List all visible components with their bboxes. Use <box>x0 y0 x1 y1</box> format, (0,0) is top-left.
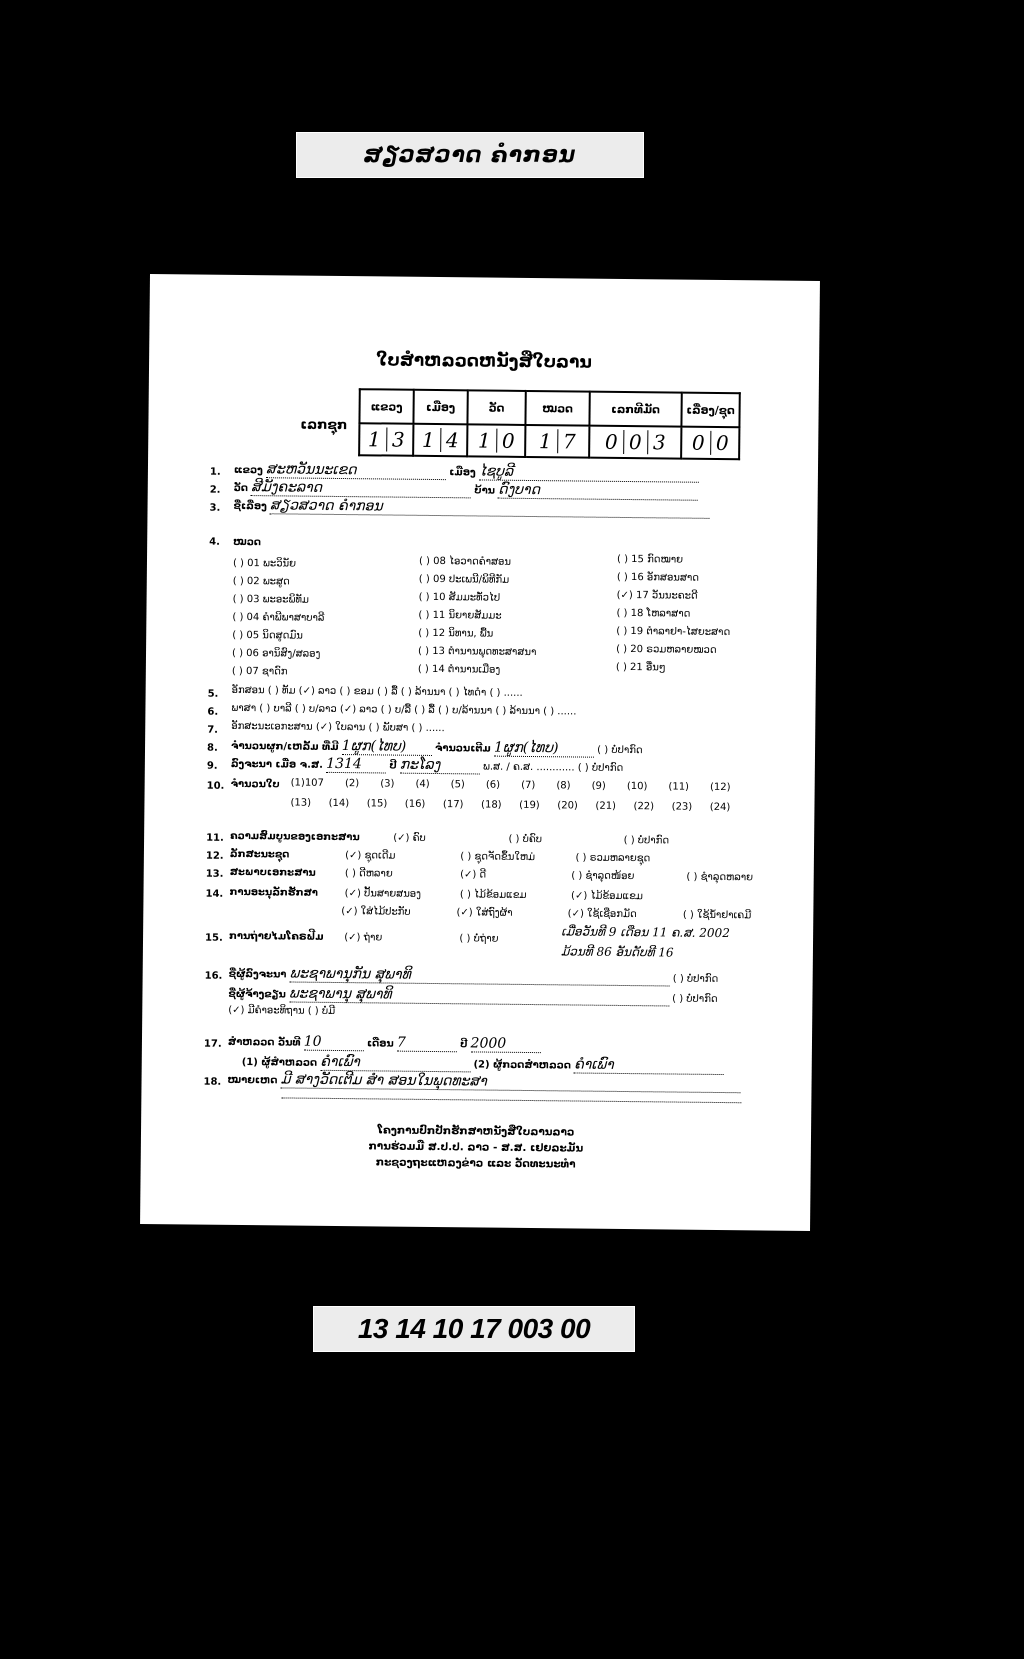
footer-line: ກະຊວງຖະແຫລງຂ່າວ ແລະ ວັດທະນະທໍາ <box>375 1156 576 1171</box>
field-label: ສະພາບເອກະສານ <box>229 866 316 879</box>
option: (✓) ໃສ່ຖົງຜ້າ <box>456 907 513 919</box>
leaf-count-cell: (1)107 <box>290 777 324 789</box>
option: (✓) ໄມ້ຂ້ອມແຂມ <box>571 890 644 903</box>
item-number: 3. <box>209 502 221 514</box>
footer-line: ການຮ່ວມມື ສ.ປ.ປ. ລາວ - ສ.ສ. ເຢຍລະມັນ <box>368 1140 584 1155</box>
field-label: ໝາຍເຫດ <box>227 1074 278 1087</box>
option: (✓) ຄົບ <box>393 832 426 844</box>
fascicles-full-value: 1ຜູກ(ໄທບ) <box>494 740 594 758</box>
leaf-count-cell: (9) <box>591 780 606 792</box>
leaf-count-cell: (23) <box>671 801 693 813</box>
temple-value: ສີມັງຄະລາດ <box>251 479 471 498</box>
code-digit: 3 <box>386 427 410 451</box>
leaf-count-cell: (5) <box>450 779 465 791</box>
field-set-type <box>230 849 650 864</box>
category-option: ( ) 09 ປະເພນີ/ພິທີກັມ <box>418 573 510 586</box>
surveyor-value: ຄໍາເພົາ <box>320 1054 470 1073</box>
option: ( ) ຊໍາລຸດໜ້ອຍ <box>571 870 635 883</box>
form-footer <box>141 1120 811 1175</box>
leaf-count-cell: (15) <box>366 798 388 810</box>
leaf-count-cell: (18) <box>481 799 502 811</box>
category-option: ( ) 11 ນິຍາຍສັມມະ <box>418 609 502 622</box>
item-number: 15. <box>204 932 223 944</box>
option: (✓) ຊຸດເດີມ <box>345 850 396 862</box>
fascicles-value: 1ຜູກ(ໄທບ) <box>342 738 432 756</box>
field-scribe <box>229 965 719 987</box>
not-shown-option: ( ) ບໍ່ປາກົດ <box>597 744 643 757</box>
option: ( ) ດີຫລາຍ <box>344 868 393 880</box>
sponsor-value: ພະຊາພານຸ ສຸພາທິ <box>289 985 669 1006</box>
field-label: ຊື່ຜູ້ລົງຈະນາ <box>228 968 287 981</box>
code-header-cell: ເມືອງ <box>413 390 467 425</box>
leaf-count-cell: (17) <box>442 799 464 811</box>
era-option: ພ.ສ. / ຄ.ສ. ............ ( ) ບໍ່ປາກົດ <box>482 761 624 774</box>
code-digit: 0 <box>710 431 734 455</box>
leaf-count-cell: (4) <box>415 778 430 790</box>
province-value: ສະຫວັນນະເຂດ <box>266 461 446 480</box>
code-digit: 3 <box>647 430 671 454</box>
code-digit: 0 <box>604 429 618 454</box>
option: ( ) ບໍ່ຄົບ <box>508 833 543 846</box>
code-label: ເລກຊຸກ <box>300 417 348 434</box>
field-label: ບ້ານ <box>474 485 496 497</box>
field-label: ໝວດ <box>233 536 262 549</box>
item-number: 12. <box>205 850 224 862</box>
category-option: ( ) 10 ສັມມະທັ່ວໄປ <box>418 591 501 604</box>
leaf-count-cell: (2) <box>344 778 360 790</box>
leaf-count-cell: (7) <box>521 779 536 792</box>
option: ( ) ຊໍາລຸດຫລາຍ <box>686 871 754 884</box>
option: (✓) ໃຊ້ເຊືອກມັດ <box>567 908 637 921</box>
field-label: (1) ຜູ້ສໍາຫລວດ <box>241 1057 318 1069</box>
item-number: 18. <box>203 1076 222 1088</box>
not-shown-option: ( ) ບໍ່ປາກົດ <box>672 973 719 985</box>
reel-code-label: 13 14 10 17 003 00 <box>313 1306 635 1352</box>
option: (✓) ໃສ່ໄມ້ປະກັບ <box>341 906 411 918</box>
code-header-row <box>359 389 739 427</box>
microfilm-reel: ມ້ວນທີ 86 ອັນດັບທີ 16 <box>560 944 674 960</box>
survey-form-sheet <box>140 274 820 1231</box>
category-option: ( ) 07 ຊາດົກ <box>231 665 288 678</box>
field-condition <box>230 867 753 883</box>
option: ( ) ໄມ້ຂ້ອມແຂມ <box>459 889 527 901</box>
field-label: ການຖ່າຍໄມໂຄຣຟີມ <box>229 930 324 943</box>
option: (✓) ປັ້ນສາຍສນອງ <box>344 888 422 900</box>
category-option: ( ) 01 ພະວິນັຍ <box>232 557 297 570</box>
form-title: ໃບສໍາຫລວດຫນັງສືໃບລານ <box>376 350 592 373</box>
category-option: ( ) 21 ອື່ນໆ <box>615 661 666 674</box>
field-label: ການອະນຸລັກຮັກສາ <box>229 886 319 899</box>
footer-line: ໂຄງການປົກປັກຮັກສາຫນັງສືໃບລານລາວ <box>377 1124 575 1139</box>
field-label: ຄວາມສົມບູນຂອງເອກະສານ <box>230 830 360 844</box>
item-number: 4. <box>209 536 221 548</box>
leaf-count-cell: (22) <box>633 801 655 813</box>
microfilm-date: ເມື່ອວັນທີ 9 ເດືອນ 11 ຄ.ສ. 2002 <box>561 924 730 941</box>
leaf-count-cell: (13) <box>290 797 312 809</box>
option: ( ) ບໍ່ປາກົດ <box>623 834 670 847</box>
item-number: 16. <box>204 970 223 982</box>
code-digit-cell <box>467 424 525 457</box>
field-prayer: (✓) ມີຄໍາອະທິຖານ ( ) ບໍ່ມີ <box>228 1004 336 1017</box>
leaf-count-cell: (11) <box>668 781 690 793</box>
item-number: 1. <box>209 466 221 478</box>
code-digit-cell <box>413 424 467 457</box>
survey-month: 7 <box>397 1035 457 1053</box>
leaf-count-cell: (6) <box>485 779 501 791</box>
option: ( ) ຣວມຫລາຍຊຸດ <box>575 852 651 865</box>
field-label: ສໍາຫລວດ ວັນທີ <box>227 1036 301 1049</box>
field-label: ຈໍານວນເຕີມ <box>434 743 491 755</box>
code-digit: 1 <box>367 427 381 452</box>
scribe-value: ພະຊາພານຸກັນ ສຸພາທິ <box>290 966 670 987</box>
leaf-count-cell: (19) <box>519 799 540 812</box>
code-digit: 7 <box>557 429 581 453</box>
field-label: ແຂວງ <box>233 464 263 477</box>
category-col-1 <box>232 555 325 682</box>
field-completeness <box>230 831 669 847</box>
leaf-count-cell: (16) <box>404 798 426 810</box>
leaf-count-row-2 <box>290 798 730 814</box>
category-col-2 <box>418 553 538 680</box>
code-digit: 1 <box>538 429 552 454</box>
item-number: 6. <box>207 706 219 718</box>
option: ( ) ໃຊ້ນໍ້າຢາເຄມີ <box>682 909 752 922</box>
leaf-count-cell: (24) <box>709 801 731 814</box>
code-digit-cell <box>525 425 589 458</box>
category-option: ( ) 18 ໂຫລາສາດ <box>616 607 691 620</box>
category-option: ( ) 04 ຄໍາພີພາສາບາລີ <box>232 611 325 624</box>
category-option: (✓) 17 ວັນນະຄະດີ <box>616 589 698 602</box>
field-label: ຈໍານວນຜູກ/ເຫລັ້ມ ທີ່ມີ <box>231 740 339 754</box>
field-label: ລົງຈະນາ ເມື່ອ ຈ.ສ. <box>230 758 324 771</box>
code-digit: 0 <box>496 429 520 453</box>
item-number: 2. <box>209 484 221 496</box>
field-script: ອັກສອນ ( ) ທັມ (✓) ລາວ ( ) ຂອມ ( ) ລື້ ( ) ລ້ານນາ ( ) ໄທດໍາ ( ) ...... <box>231 684 523 699</box>
item-number: 10. <box>206 780 225 792</box>
category-option: ( ) 19 ຕໍາລາຢາ-ໄສຍະສາດ <box>616 625 731 639</box>
field-sponsor <box>228 985 717 1007</box>
not-shown-option: ( ) ບໍ່ປາກົດ <box>672 993 718 1005</box>
category-option: ( ) 13 ຕໍານານພຸດທະສາສນາ <box>418 645 537 659</box>
item-number: 9. <box>206 760 218 772</box>
code-digit: 0 <box>691 430 705 455</box>
code-digit-cell <box>681 427 739 460</box>
category-col-3 <box>616 551 731 678</box>
field-language: ພາສາ ( ) ບາລີ ( ) ບ/ລາວ (✓) ລາວ ( ) ບ/ລື້ ( ) ລື້ ( ) ບ/ລ້ານນາ ( ) ລ້ານນາ ( ) ...... <box>231 702 577 718</box>
item-number: 17. <box>203 1038 222 1050</box>
field-label: ຈໍານວນໃບ <box>230 778 280 791</box>
item-number: 8. <box>206 742 218 754</box>
leaf-count-cell: (3) <box>380 778 395 790</box>
category-option: ( ) 20 ຣວມຫລາຍໝວດ <box>616 643 717 656</box>
code-digit-cell <box>359 423 413 456</box>
field-written-date <box>231 755 624 776</box>
field-survey-date <box>228 1033 541 1053</box>
item-number: 7. <box>207 724 219 736</box>
district-value: ໄຊບູລີ <box>479 463 699 482</box>
category-option: ( ) 06 ອານິສົງ/ສລອງ <box>231 647 321 660</box>
category-option: ( ) 08 ໄອວາດຄໍາສອນ <box>418 555 511 568</box>
code-table <box>358 388 741 460</box>
code-digit: 1 <box>421 427 435 452</box>
field-microfilm <box>229 931 567 946</box>
item-number: 11. <box>206 832 224 844</box>
leaf-count-cell: (20) <box>557 800 578 812</box>
survey-day: 10 <box>304 1034 364 1052</box>
leaf-count-cell: (10) <box>626 781 648 793</box>
field-label: ເດືອນ <box>366 1038 394 1050</box>
field-label: ຊື່ຜູ້ຈ້າງຂຽນ <box>228 988 286 1001</box>
category-option: ( ) 14 ຕໍານານເມືອງ <box>417 663 501 676</box>
option: (✓) ຖ່າຍ <box>344 932 383 944</box>
category-option: ( ) 16 ອັກສອນສາດ <box>616 571 700 584</box>
title-value: ສຽວສວາດ ຄໍາກອນ <box>270 497 710 519</box>
field-material: ອັກສະນະເອກະສານ (✓) ໃບລານ ( ) ພັບສາ ( ) ...... <box>231 720 445 735</box>
code-header-cell: ແຂວງ <box>359 389 413 424</box>
field-title <box>233 497 710 519</box>
code-digit: 4 <box>440 428 464 452</box>
field-label: ວັດ <box>233 482 249 495</box>
village-value: ດົງບາດ <box>498 482 698 501</box>
notes-value: ມີ ສາງວັດເຕີມ ສໍາ ສອນໃນພຸດທະສາ <box>281 1071 741 1093</box>
field-label: (2) ຜູ້ກວດສໍາຫລວດ <box>473 1059 571 1072</box>
notes-blank-line <box>281 1097 741 1103</box>
field-label: ຊື່ເລື່ອງ <box>233 500 267 513</box>
category-option: ( ) 12 ນິທານ, ພື້ນ <box>418 627 494 640</box>
category-option: ( ) 05 ນິດສູດມົນ <box>232 629 303 642</box>
field-preservation <box>229 887 643 902</box>
code-header-cell: ເລື່ອງ/ຊຸດ <box>681 393 739 428</box>
option: ( ) ບໍ່ຖ່າຍ <box>459 933 499 945</box>
checker-value: ຄໍາເພົາ <box>574 1056 724 1075</box>
field-label: ລັກສະນະຊຸດ <box>229 848 290 861</box>
field-preservation-2 <box>341 906 751 921</box>
leaf-count-cell: (12) <box>709 781 731 794</box>
code-digit-cell <box>589 426 681 459</box>
leaf-count-cell: (14) <box>328 797 350 810</box>
category-option: ( ) 02 ພະສູດ <box>232 575 290 588</box>
code-header-cell: ເລກທີມັດ <box>589 392 681 427</box>
animal-year-value: ກະໂລງ <box>400 757 480 775</box>
category-option: ( ) 03 ພະອະພິທັມ <box>232 593 309 606</box>
option: (✓) ດີ <box>460 869 487 881</box>
field-label: ປີ <box>389 760 397 772</box>
item-number: 14. <box>205 888 224 900</box>
field-label: ປີ <box>460 1039 468 1051</box>
field-label: ເມືອງ <box>449 467 476 479</box>
leaf-count-row-1 <box>291 778 731 794</box>
code-digit: 0 <box>623 430 647 454</box>
leaf-count-cell: (8) <box>556 780 571 792</box>
option: ( ) ຊຸດຈັດຂຶ້ນໃຫມ່ <box>460 851 536 864</box>
item-number: 13. <box>205 868 224 880</box>
cs-year-value: 1314 <box>326 756 386 774</box>
code-header-cell: ວັດ <box>467 390 525 425</box>
leaf-count-cell: (21) <box>595 800 617 812</box>
category-option: ( ) 15 ກົດໝາຍ <box>616 553 684 566</box>
code-digit: 1 <box>477 428 491 453</box>
survey-year: 2000 <box>471 1035 541 1053</box>
reel-title-label: ສຽວສວາດ ຄໍາກອນ <box>296 132 644 178</box>
code-digit-row <box>359 423 739 459</box>
item-number: 5. <box>207 688 219 700</box>
code-header-cell: ໝວດ <box>525 391 589 426</box>
